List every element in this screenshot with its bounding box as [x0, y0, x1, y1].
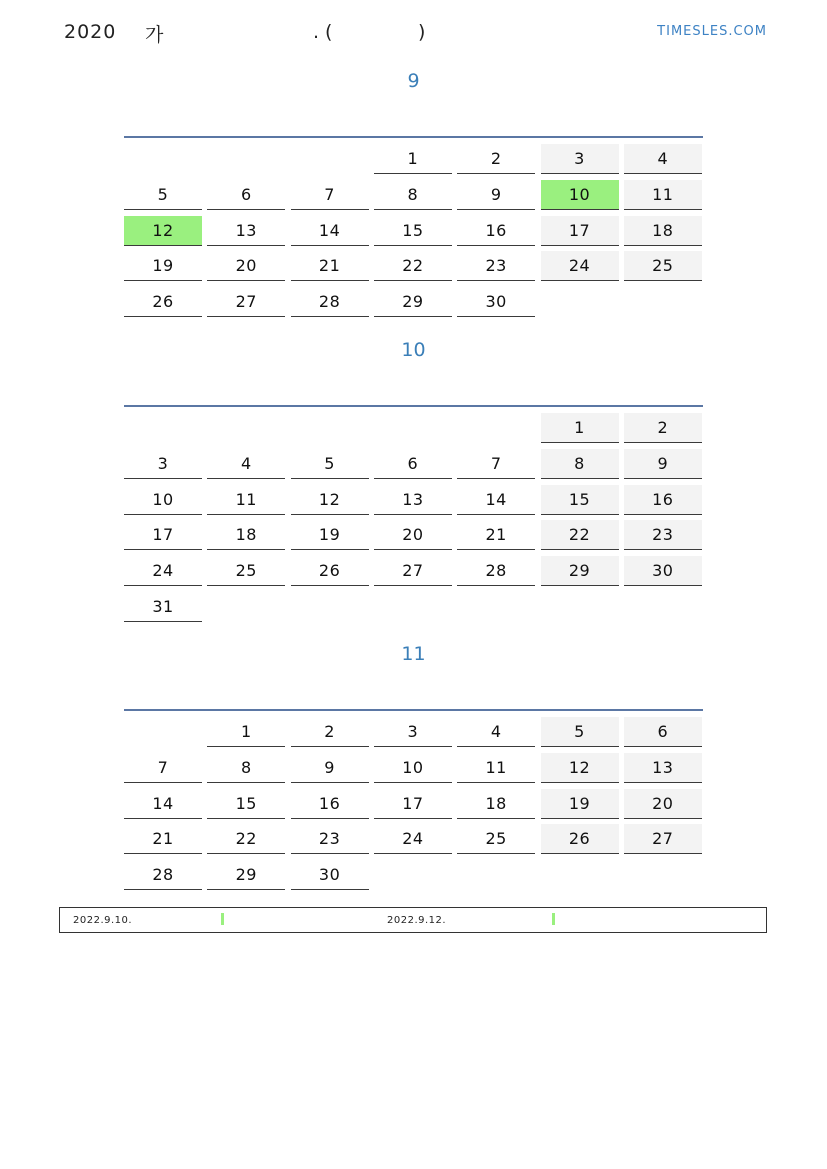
legend-box — [59, 907, 767, 933]
day-cell: 2 — [624, 413, 702, 443]
day-cell: 11 — [624, 180, 702, 210]
day-cell: 24 — [541, 251, 619, 281]
day-cell: 23 — [291, 824, 369, 854]
title-dot: . — [313, 21, 320, 43]
day-cell: 14 — [457, 485, 535, 515]
day-cell: 23 — [624, 520, 702, 550]
day-cell: 23 — [457, 251, 535, 281]
legend-color-mark — [552, 913, 555, 925]
day-cell: 7 — [457, 449, 535, 479]
day-cell: 16 — [457, 216, 535, 246]
day-cell: 6 — [207, 180, 285, 210]
day-cell: 12 — [541, 753, 619, 783]
day-cell: 30 — [291, 860, 369, 890]
day-cell: 17 — [124, 520, 202, 550]
day-cell: 19 — [541, 789, 619, 819]
day-cell: 2 — [457, 144, 535, 174]
day-cell: 21 — [457, 520, 535, 550]
day-cell: 18 — [624, 216, 702, 246]
day-cell: 4 — [457, 717, 535, 747]
day-cell: 10 — [124, 485, 202, 515]
day-cell: 9 — [457, 180, 535, 210]
day-cell: 11 — [457, 753, 535, 783]
day-cell: 25 — [457, 824, 535, 854]
paren-close: ) — [418, 21, 426, 43]
day-cell: 1 — [374, 144, 452, 174]
legend-color-mark — [221, 913, 224, 925]
month-rule — [124, 136, 703, 138]
day-cell: 15 — [541, 485, 619, 515]
day-cell: 15 — [374, 216, 452, 246]
day-cell: 6 — [374, 449, 452, 479]
year-label: 2020 — [64, 21, 117, 43]
legend-date: 2022.9.10. — [73, 915, 133, 926]
day-cell: 6 — [624, 717, 702, 747]
day-cell: 13 — [624, 753, 702, 783]
day-cell: 4 — [207, 449, 285, 479]
day-cell: 9 — [624, 449, 702, 479]
day-cell: 10 — [541, 180, 619, 210]
day-cell: 2 — [291, 717, 369, 747]
day-cell: 29 — [541, 556, 619, 586]
day-cell: 10 — [374, 753, 452, 783]
day-cell: 29 — [374, 287, 452, 317]
day-cell: 18 — [207, 520, 285, 550]
day-cell: 17 — [541, 216, 619, 246]
day-cell: 7 — [291, 180, 369, 210]
legend-date: 2022.9.12. — [387, 915, 447, 926]
day-cell: 7 — [124, 753, 202, 783]
day-cell: 8 — [374, 180, 452, 210]
brand-link[interactable]: TIMESLES.COM — [657, 24, 767, 39]
day-cell: 28 — [457, 556, 535, 586]
day-cell: 16 — [624, 485, 702, 515]
day-cell: 28 — [124, 860, 202, 890]
month-september — [124, 70, 703, 312]
day-cell: 19 — [291, 520, 369, 550]
day-cell: 9 — [291, 753, 369, 783]
day-cell: 24 — [124, 556, 202, 586]
month-rule — [124, 405, 703, 407]
day-cell: 8 — [541, 449, 619, 479]
day-cell: 5 — [291, 449, 369, 479]
day-cell: 30 — [457, 287, 535, 317]
day-cell: 19 — [124, 251, 202, 281]
paren-open: ( — [325, 21, 333, 43]
day-cell: 26 — [291, 556, 369, 586]
day-cell: 3 — [541, 144, 619, 174]
day-cell: 28 — [291, 287, 369, 317]
day-cell: 15 — [207, 789, 285, 819]
day-cell: 22 — [541, 520, 619, 550]
day-cell: 22 — [374, 251, 452, 281]
day-cell: 17 — [374, 789, 452, 819]
day-cell: 29 — [207, 860, 285, 890]
month-title: 11 — [401, 643, 426, 665]
day-cell: 14 — [124, 789, 202, 819]
day-cell: 26 — [541, 824, 619, 854]
month-title: 10 — [401, 339, 426, 361]
day-cell: 20 — [624, 789, 702, 819]
day-cell: 14 — [291, 216, 369, 246]
day-cell: 22 — [207, 824, 285, 854]
day-cell: 20 — [207, 251, 285, 281]
day-cell: 31 — [124, 592, 202, 622]
day-cell: 20 — [374, 520, 452, 550]
day-cell: 24 — [374, 824, 452, 854]
month-november — [124, 643, 703, 885]
day-cell: 27 — [207, 287, 285, 317]
day-cell: 1 — [541, 413, 619, 443]
day-cell: 3 — [374, 717, 452, 747]
day-cell: 12 — [291, 485, 369, 515]
day-cell: 8 — [207, 753, 285, 783]
month-october — [124, 339, 703, 616]
day-cell: 30 — [624, 556, 702, 586]
day-cell: 26 — [124, 287, 202, 317]
page-header — [64, 18, 767, 48]
day-cell: 4 — [624, 144, 702, 174]
day-cell: 27 — [624, 824, 702, 854]
day-cell: 12 — [124, 216, 202, 246]
day-cell: 5 — [124, 180, 202, 210]
day-cell: 5 — [541, 717, 619, 747]
day-cell: 18 — [457, 789, 535, 819]
day-cell: 13 — [374, 485, 452, 515]
title-char: 가 — [145, 24, 164, 46]
month-title: 9 — [407, 70, 420, 92]
day-cell: 21 — [124, 824, 202, 854]
day-cell: 3 — [124, 449, 202, 479]
day-cell: 13 — [207, 216, 285, 246]
day-cell: 25 — [624, 251, 702, 281]
day-cell: 11 — [207, 485, 285, 515]
day-cell: 1 — [207, 717, 285, 747]
day-cell: 25 — [207, 556, 285, 586]
month-rule — [124, 709, 703, 711]
day-cell: 16 — [291, 789, 369, 819]
day-cell: 27 — [374, 556, 452, 586]
day-cell: 21 — [291, 251, 369, 281]
